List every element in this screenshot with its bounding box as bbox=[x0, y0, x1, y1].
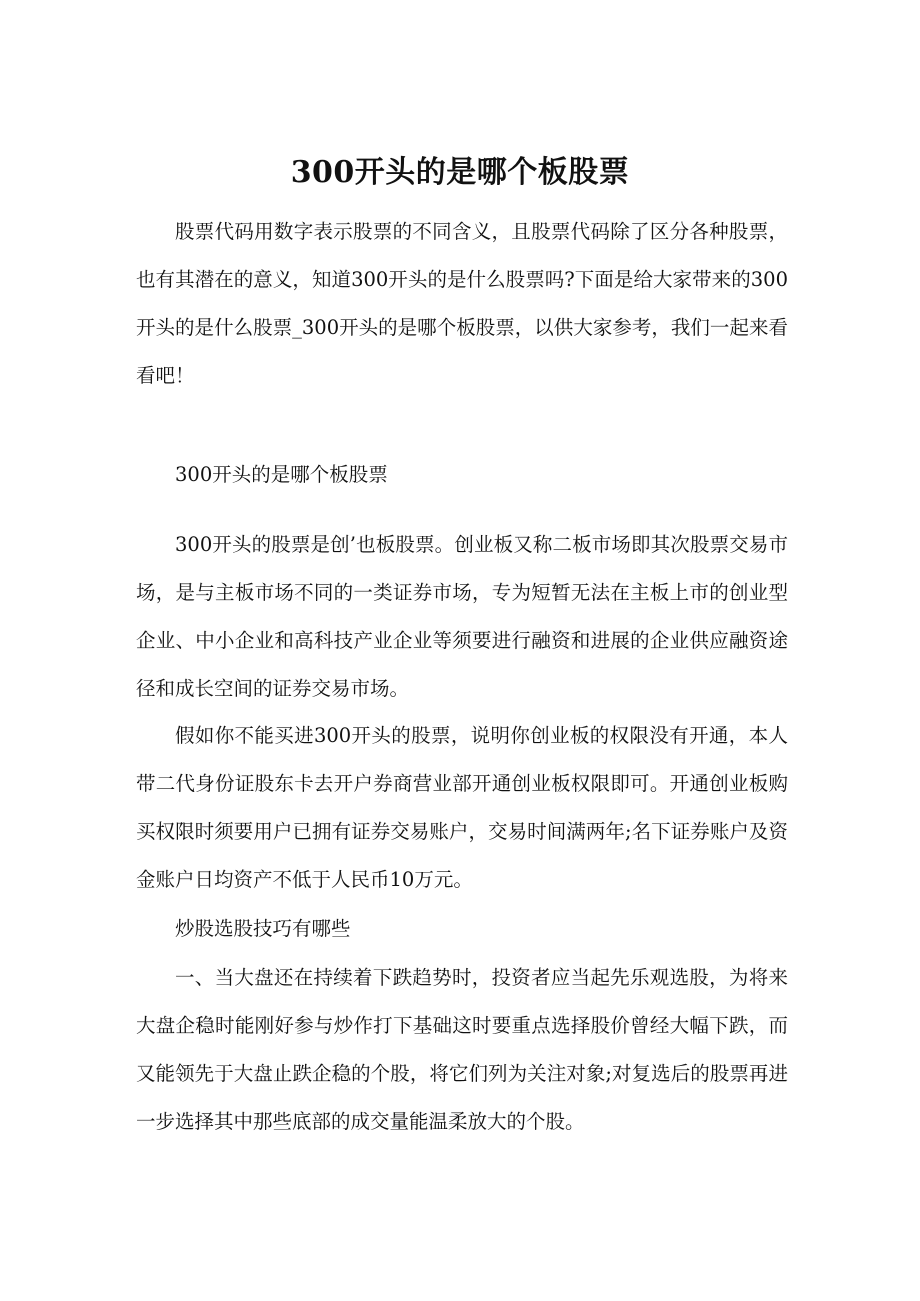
permission-paragraph: 假如你不能买进300开头的股票，说明你创业板的权限没有开通，本人带二代身份证股东卡去开户券商营业部开通创业板权限即可。开通创业板购买权限时须要用户已拥有证券交易账户，交易时间满两年;名下证券账户及资金账户日均资产不低于人民币10万元。 bbox=[136, 724, 788, 891]
board-explanation-paragraph: 300开头的股票是创’也板股票。创业板又称二板市场即其次股票交易市场，是与主板市场不同的一类证券市场，专为短暂无法在主板上市的创业型企业、中小企业和高科技产业企业等须要进行融资和进展的企业供应融资途径和成长空间的证券交易市场。 bbox=[136, 533, 788, 700]
page-title: 300开头的是哪个板股票 bbox=[290, 155, 630, 191]
section-heading-tips: 炒股选股技巧有哪些 bbox=[175, 917, 351, 940]
section-heading-board: 300开头的是哪个板股票 bbox=[175, 463, 388, 486]
intro-paragraph: 股票代码用数字表示股票的不同含义，且股票代码除了区分各种股票，也有其潜在的意义，知道300开头的是什么股票吗?下面是给大家带来的300开头的是什么股票_300开头的是哪个板股票，以供大家参考，我们一起来看看吧！ bbox=[136, 220, 788, 387]
tips-paragraph: 一、当大盘还在持续着下跌趋势时，投资者应当起先乐观选股，为将来大盘企稳时能刚好参与炒作打下基础这时要重点选择股价曾经大幅下跌，而又能领先于大盘止跌企稳的个股，将它们列为关注对象;对复选后的股票再进一步选择其中那些底部的成交量能温柔放大的个股。 bbox=[136, 966, 788, 1133]
